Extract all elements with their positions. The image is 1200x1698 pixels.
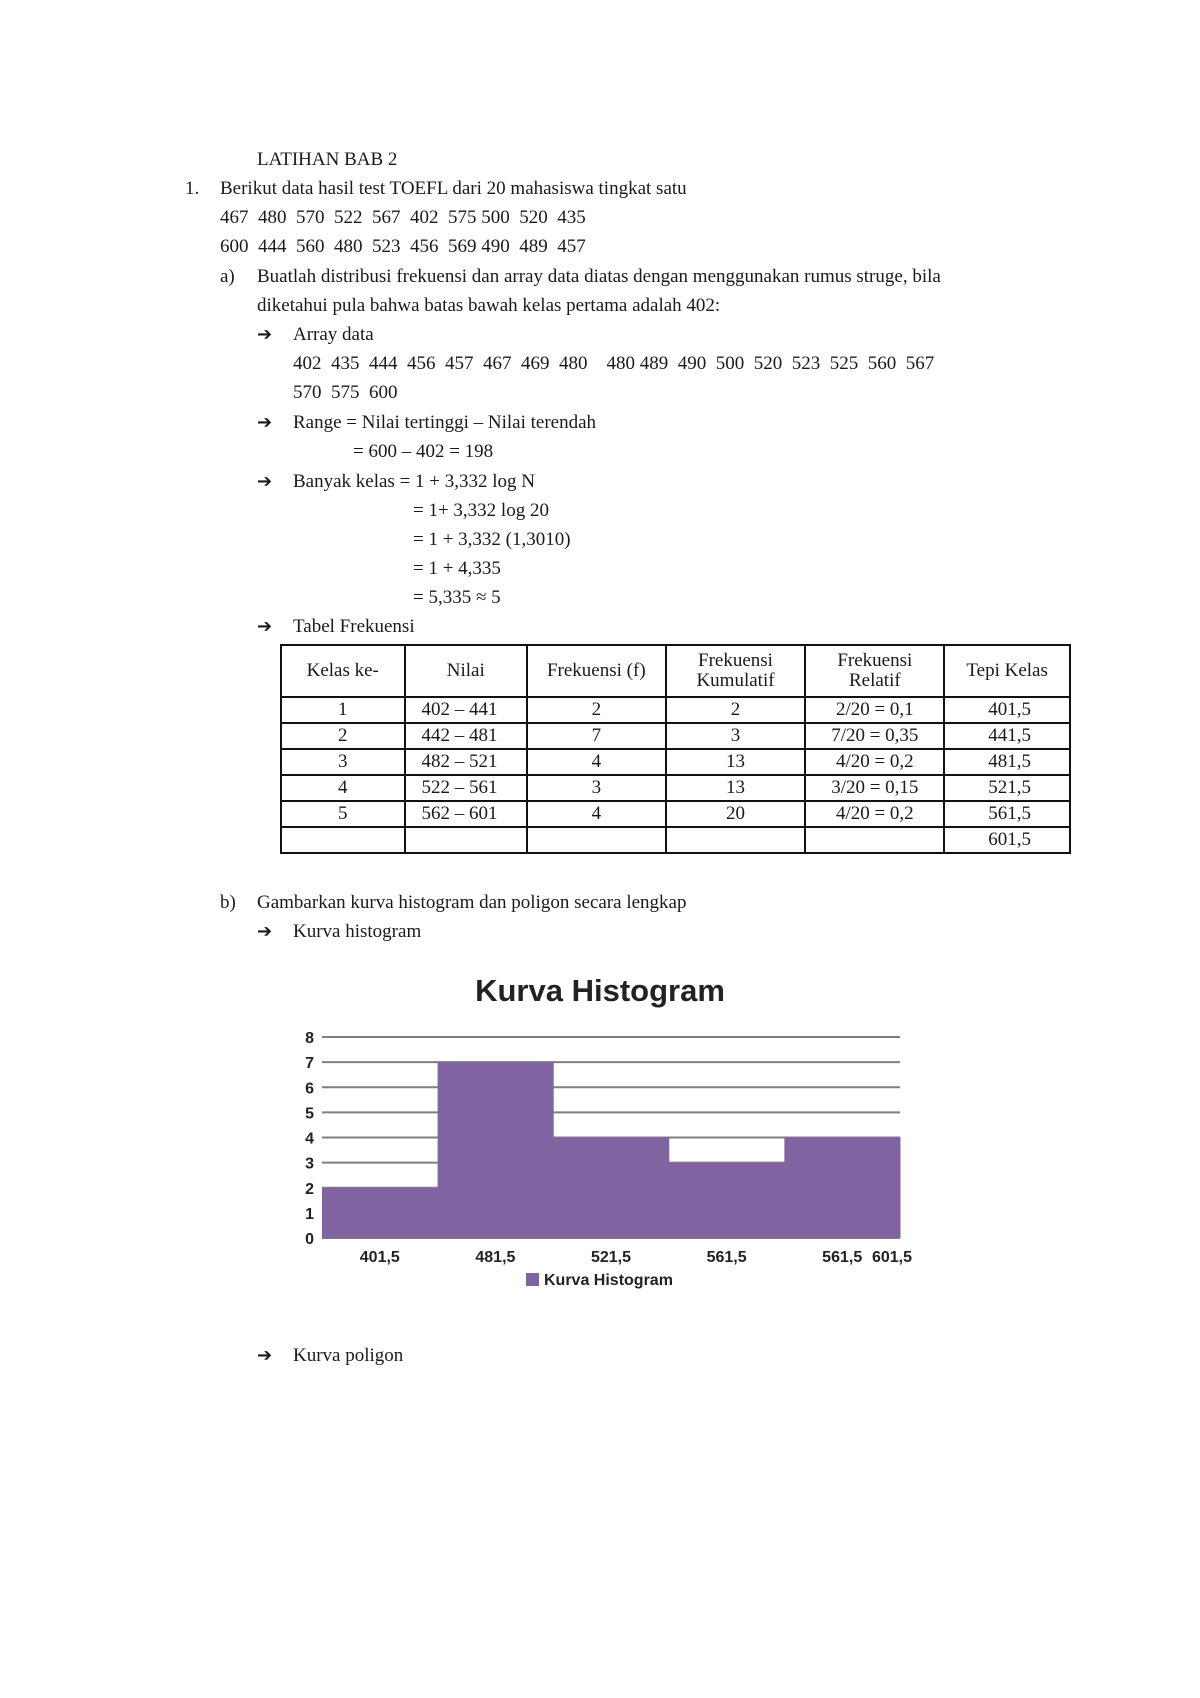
header-frekuensi-relatif: Frekuensi Relatif	[805, 645, 944, 697]
cell-frekuensi: 3	[527, 775, 666, 801]
part-a-text-1: Buatlah distribusi frekuensi dan array data diatas dengan menggunakan rumus struge, bila	[257, 266, 941, 287]
part-a-text-2: diketahui pula bahwa batas bawah kelas pertama adalah 402:	[257, 295, 721, 316]
arrow-icon: ➔	[257, 1345, 273, 1366]
table-row	[281, 697, 1070, 723]
y-tick-label: 0	[305, 1231, 314, 1248]
table-row	[281, 775, 1070, 801]
class-count-result: = 5,335 ≈ 5	[413, 587, 501, 608]
x-tick-label: 601,5	[871, 1249, 913, 1266]
cell-frekuensi	[527, 827, 666, 853]
y-tick-label: 3	[305, 1155, 314, 1173]
x-tick-label: 521,5	[590, 1249, 632, 1266]
question-number: 1.	[185, 178, 200, 199]
array-data-row-1: 402 435 444 456 457 467 469 480 480 489 490 500 520 523 525 560 567	[293, 353, 935, 374]
arrow-icon: ➔	[257, 324, 273, 345]
cell-tepi: 561,5	[944, 801, 1070, 827]
cell-frekuensi: 4	[527, 801, 666, 827]
class-count-step-3: = 1 + 4,335	[413, 558, 501, 579]
part-b-label: b)	[220, 892, 236, 913]
part-b-text: Gambarkan kurva histogram dan poligon secara lengkap	[257, 892, 687, 913]
data-row-1: 467 480 570 522 567 402 575 500 520 435	[220, 207, 586, 228]
cell-tepi: 601,5	[944, 827, 1070, 853]
table-header-row	[281, 645, 1070, 697]
x-tick-label: 401,5	[359, 1249, 400, 1266]
arrow-icon: ➔	[257, 921, 273, 942]
x-tick-label: 561,5	[706, 1249, 747, 1266]
cell-frekuensi: 4	[527, 749, 666, 775]
arrow-icon: ➔	[257, 616, 273, 637]
cell-tepi: 521,5	[944, 775, 1070, 801]
cell-kumulatif	[666, 827, 806, 853]
cell-nilai: 522 – 561	[405, 775, 528, 801]
table-row	[281, 827, 1070, 853]
cell-frekuensi: 7	[527, 723, 666, 749]
arrow-icon: ➔	[257, 412, 273, 433]
header-frekuensi: Frekuensi (f)	[527, 645, 666, 697]
header-tepi-kelas: Tepi Kelas	[944, 645, 1070, 697]
cell-nilai	[405, 827, 528, 853]
y-tick-label: 2	[305, 1180, 314, 1198]
table-row	[281, 723, 1070, 749]
cell-tepi: 441,5	[944, 723, 1070, 749]
histogram-bar	[322, 1188, 438, 1238]
cell-kumulatif: 20	[666, 801, 806, 827]
cell-nilai: 402 – 441	[405, 697, 528, 723]
question-text: Berikut data hasil test TOEFL dari 20 mahasiswa tingkat satu	[220, 178, 687, 199]
cell-kumulatif: 13	[666, 749, 806, 775]
legend-label: Kurva Histogram	[544, 1272, 673, 1289]
x-tick-label: 481,5	[475, 1249, 516, 1266]
y-axis-ticks	[305, 1030, 314, 1248]
legend-swatch	[526, 1273, 539, 1286]
y-tick-label: 1	[305, 1205, 314, 1223]
arrow-icon: ➔	[257, 471, 273, 492]
cell-relatif: 3/20 = 0,15	[805, 775, 944, 801]
cell-frekuensi: 2	[527, 697, 666, 723]
chart-bars	[322, 1062, 901, 1238]
class-count-formula: Banyak kelas = 1 + 3,332 log N	[293, 471, 536, 492]
cell-relatif: 7/20 = 0,35	[805, 723, 944, 749]
y-tick-label: 6	[305, 1080, 314, 1098]
cell-kelas	[281, 827, 405, 853]
x-axis-ticks	[360, 1249, 912, 1266]
cell-nilai: 562 – 601	[405, 801, 528, 827]
x-tick-label: 561,5	[822, 1249, 863, 1266]
cell-tepi: 401,5	[944, 697, 1070, 723]
cell-nilai: 482 – 521	[405, 749, 528, 775]
histogram-bar	[784, 1138, 900, 1239]
chart-title: Kurva Histogram	[475, 973, 725, 1008]
y-tick-label: 8	[305, 1030, 314, 1047]
histogram-heading: Kurva histogram	[293, 921, 422, 942]
range-result: = 600 – 402 = 198	[353, 441, 494, 462]
cell-kumulatif: 3	[666, 723, 806, 749]
header-kelas: Kelas ke-	[281, 645, 405, 697]
cell-tepi: 481,5	[944, 749, 1070, 775]
cell-kelas: 3	[281, 749, 405, 775]
histogram-chart	[280, 955, 920, 1295]
cell-kelas: 2	[281, 723, 405, 749]
cell-nilai: 442 – 481	[405, 723, 528, 749]
y-tick-label: 4	[305, 1130, 314, 1148]
cell-kumulatif: 13	[666, 775, 806, 801]
class-count-step-2: = 1 + 3,332 (1,3010)	[413, 529, 571, 550]
cell-relatif	[805, 827, 944, 853]
cell-relatif: 2/20 = 0,1	[805, 697, 944, 723]
data-row-2: 600 444 560 480 523 456 569 490 489 457	[220, 236, 586, 257]
histogram-bar	[553, 1138, 669, 1239]
frequency-table	[280, 644, 1071, 854]
part-a-label: a)	[220, 266, 235, 287]
table-heading: Tabel Frekuensi	[293, 616, 415, 637]
cell-kelas: 4	[281, 775, 405, 801]
cell-relatif: 4/20 = 0,2	[805, 749, 944, 775]
table-row	[281, 801, 1070, 827]
page-title: LATIHAN BAB 2	[257, 149, 398, 170]
y-tick-label: 5	[305, 1105, 314, 1123]
histogram-bar	[438, 1062, 554, 1238]
table-row	[281, 749, 1070, 775]
range-formula: Range = Nilai tertinggi – Nilai terendah	[293, 412, 597, 433]
class-count-step-1: = 1+ 3,332 log 20	[413, 500, 549, 521]
cell-kumulatif: 2	[666, 697, 806, 723]
cell-kelas: 5	[281, 801, 405, 827]
cell-relatif: 4/20 = 0,2	[805, 801, 944, 827]
array-data-heading: Array data	[293, 324, 374, 345]
y-tick-label: 7	[305, 1055, 314, 1073]
poligon-heading: Kurva poligon	[293, 1345, 404, 1366]
array-data-row-2: 570 575 600	[293, 382, 398, 403]
header-frekuensi-kumulatif: Frekuensi Kumulatif	[666, 645, 806, 697]
header-nilai: Nilai	[405, 645, 528, 697]
cell-kelas: 1	[281, 697, 405, 723]
histogram-bar	[669, 1163, 785, 1238]
